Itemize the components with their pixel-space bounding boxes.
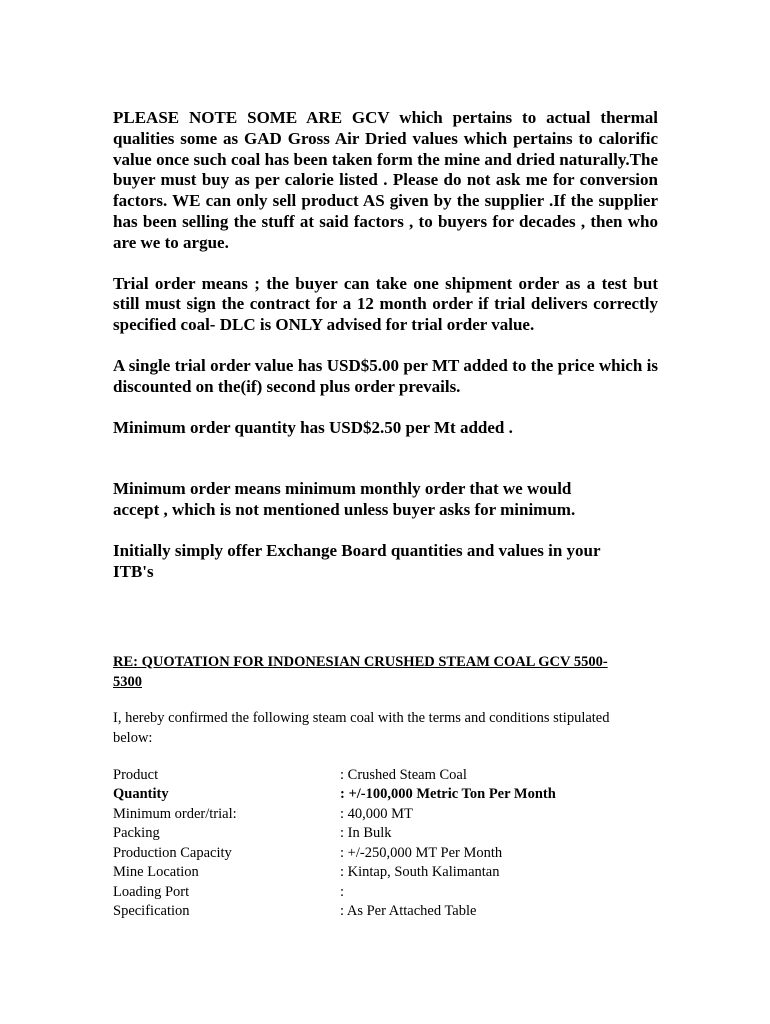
term-value: : Crushed Steam Coal <box>340 766 467 783</box>
term-label: Mine Location <box>113 864 199 881</box>
document-page <box>113 108 658 922</box>
table-row <box>113 785 556 805</box>
term-label: Packing <box>113 825 160 842</box>
trial-order-paragraph: Trial order means ; the buyer can take one shipment order as a test but still must sign the contract for a 12 month order if trial delivers correctly specified coal- DLC is ONLY advised for trial order value. <box>113 273 658 335</box>
quotation-title: RE: QUOTATION FOR INDONESIAN CRUSHED STEAM COAL GCV 5500-5300 <box>113 653 608 690</box>
term-value: : Kintap, South Kalimantan <box>340 864 500 881</box>
quotation-terms-table <box>113 766 556 922</box>
table-row <box>113 805 556 825</box>
term-value: : +/-100,000 Metric Ton Per Month <box>340 786 556 803</box>
table-row <box>113 844 556 864</box>
quotation-intro: I, hereby confirmed the following steam coal with the terms and conditions stipulated below: <box>113 709 610 746</box>
term-value: : <box>340 883 345 900</box>
term-label: Loading Port <box>113 883 190 900</box>
term-value: : +/-250,000 MT Per Month <box>340 844 503 861</box>
table-row <box>113 824 556 844</box>
term-label: Quantity <box>113 786 169 803</box>
gcv-note-paragraph: PLEASE NOTE SOME ARE GCV which pertains to actual thermal qualities some as GAD Gross Air Dried values which pertains to calorific value once such coal has been taken form the mine and dried naturally.The buyer must buy as per calorie listed . Please do not ask me for conversion factors. WE can only sell product AS given by the supplier .If the supplier has been selling the stuff at said factors , to buyers for decades , then who are we to argue. <box>113 108 658 252</box>
term-value: : As Per Attached Table <box>340 903 477 920</box>
term-label: Production Capacity <box>113 844 232 861</box>
term-label: Minimum order/trial: <box>113 805 237 822</box>
term-label: Product <box>113 766 159 783</box>
table-row <box>113 863 556 883</box>
term-value: : In Bulk <box>340 825 392 842</box>
table-row <box>113 902 556 922</box>
single-trial-paragraph: A single trial order value has USD$5.00 per MT added to the price which is discounted on the(if) second plus order prevails. <box>113 355 658 396</box>
term-value: : 40,000 MT <box>340 805 413 822</box>
minimum-order-paragraph: Minimum order means minimum monthly order that we would accept , which is not mentioned unless buyer asks for minimum. <box>113 479 576 520</box>
table-row <box>113 766 556 786</box>
minimum-quantity-paragraph: Minimum order quantity has USD$2.50 per Mt added . <box>113 417 513 437</box>
table-row <box>113 883 556 903</box>
initial-offer-paragraph: Initially simply offer Exchange Board quantities and values in your ITB's <box>113 540 601 581</box>
term-label: Specification <box>113 903 190 920</box>
